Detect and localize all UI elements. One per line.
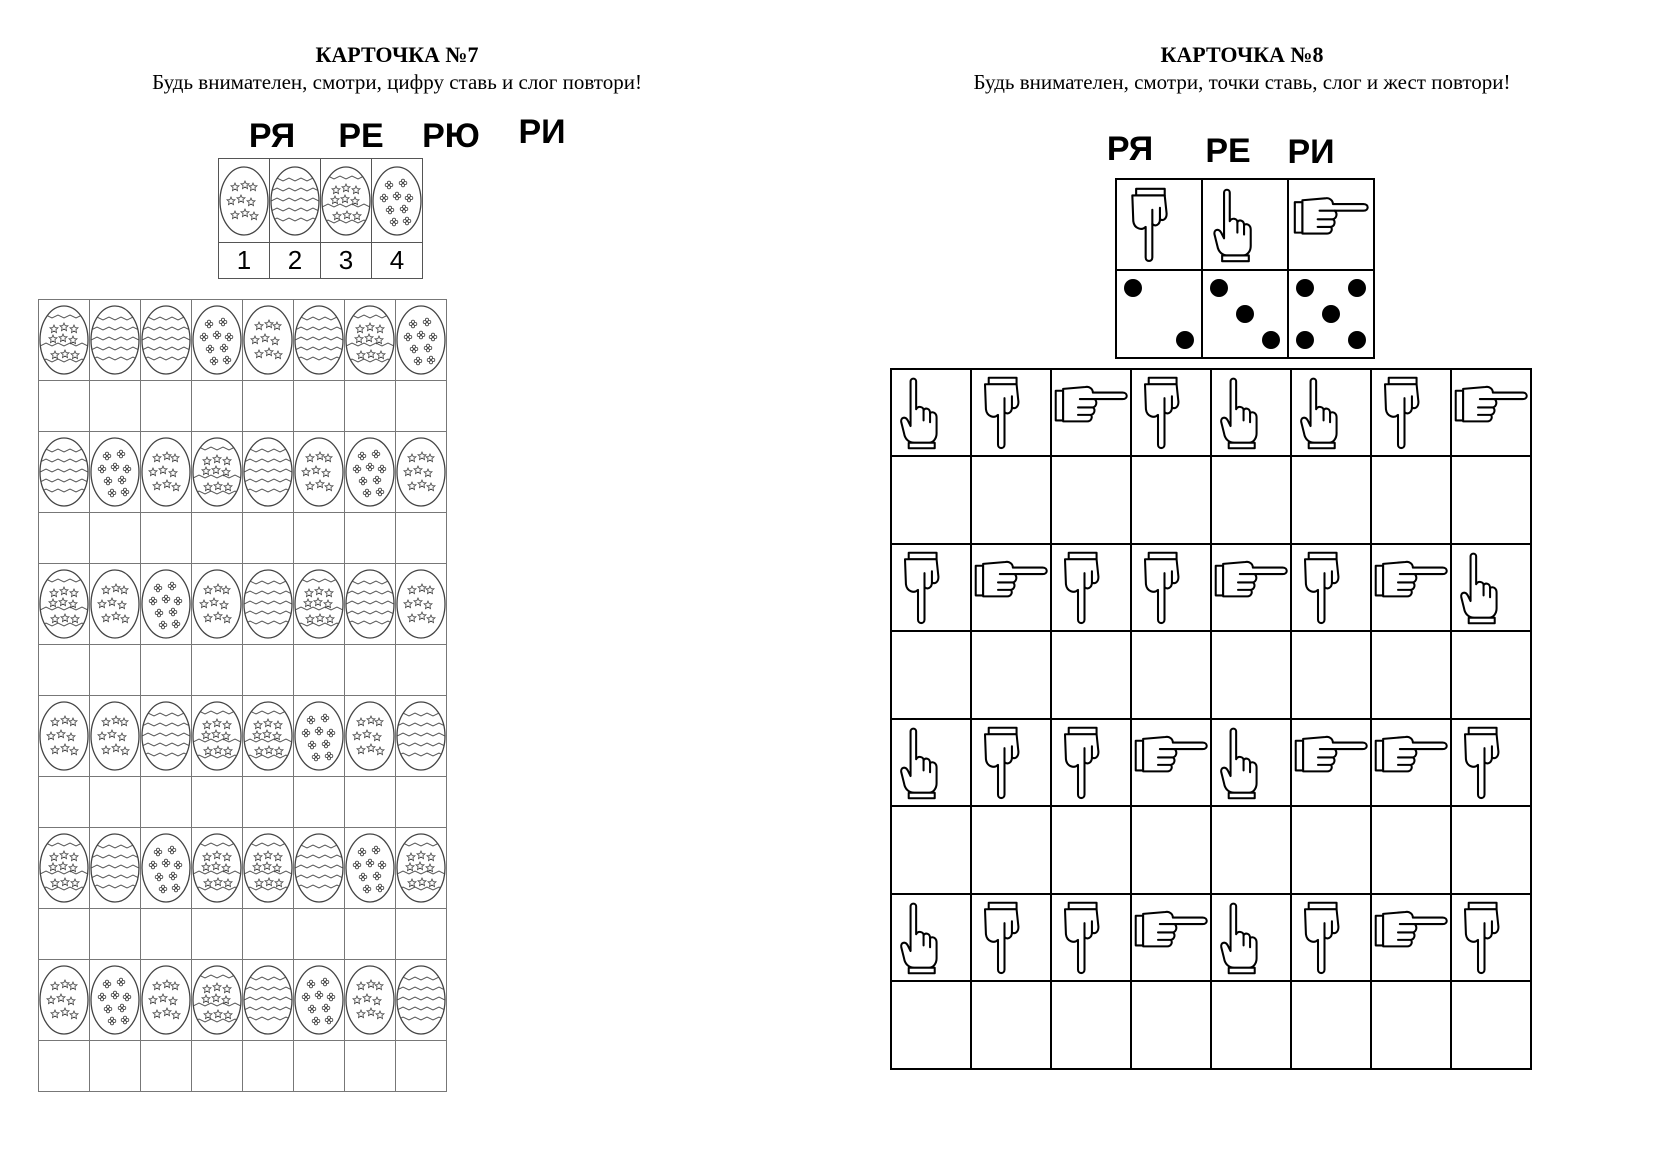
answer-row [39,381,447,432]
hand-point-down-icon [971,369,1051,456]
hand-point-right-icon [1451,369,1531,456]
syllable-ri: РИ [1287,133,1335,171]
egg-stars-icon [294,432,345,513]
egg-zigzag-icon [141,300,192,381]
card-7-key-table [218,158,423,279]
answer-cell[interactable] [192,381,243,432]
answer-cell[interactable] [39,645,90,696]
egg-zigzag-icon [294,300,345,381]
key-dots-5 [1288,270,1374,358]
answer-cell[interactable] [396,777,447,828]
answer-cell[interactable] [243,777,294,828]
egg-flowers-icon [345,828,396,909]
key-egg-zigzag-stars-icon [321,159,372,243]
answer-cell[interactable] [90,513,141,564]
answer-cell[interactable] [294,381,345,432]
card-8-title: КАРТОЧКА №8 [1160,42,1324,67]
answer-cell[interactable] [1291,631,1371,719]
answer-cell[interactable] [345,513,396,564]
answer-row [39,513,447,564]
answer-cell[interactable] [1451,806,1531,894]
egg-stars-icon [345,960,396,1041]
egg-row [39,432,447,513]
hand-point-right-icon [1291,719,1371,806]
answer-cell[interactable] [1131,806,1211,894]
egg-zigzag-stars-icon [396,828,447,909]
answer-cell[interactable] [971,456,1051,544]
egg-stars-icon [141,432,192,513]
egg-zigzag-stars-icon [294,564,345,645]
answer-row [891,981,1531,1069]
hand-point-right-icon [1371,544,1451,631]
answer-cell[interactable] [971,631,1051,719]
answer-cell[interactable] [1371,806,1451,894]
answer-cell[interactable] [1051,631,1131,719]
answer-cell[interactable] [294,645,345,696]
answer-cell[interactable] [1211,806,1291,894]
egg-zigzag-icon [396,696,447,777]
answer-cell[interactable] [1451,631,1531,719]
key-hand-point-down-icon [1116,179,1202,270]
egg-zigzag-icon [345,564,396,645]
egg-stars-icon [345,696,396,777]
gesture-row [891,719,1531,806]
answer-cell[interactable] [1291,806,1371,894]
answer-cell[interactable] [243,909,294,960]
card-7-subtitle: Будь внимателен, смотри, цифру ставь и слог повтори! [152,70,642,94]
egg-stars-icon [396,564,447,645]
answer-cell[interactable] [1051,456,1131,544]
hand-point-up-icon [891,894,971,981]
egg-zigzag-stars-icon [345,300,396,381]
egg-flowers-icon [294,696,345,777]
answer-cell[interactable] [1131,631,1211,719]
hand-point-down-icon [1371,369,1451,456]
answer-cell[interactable] [891,981,971,1069]
egg-stars-icon [90,564,141,645]
syllable-re: РЕ [338,117,384,155]
answer-row [39,909,447,960]
key-dots-2 [1116,270,1202,358]
egg-stars-icon [39,960,90,1041]
answer-cell[interactable] [891,456,971,544]
hand-point-up-icon [1211,719,1291,806]
key-dots-3 [1202,270,1288,358]
answer-cell[interactable] [1371,456,1451,544]
answer-cell[interactable] [891,806,971,894]
syllable-re: РЕ [1205,132,1251,170]
hand-point-right-icon [1131,719,1211,806]
key-egg-stars-icon [219,159,270,243]
hand-point-down-icon [1051,894,1131,981]
egg-flowers-icon [294,960,345,1041]
answer-cell[interactable] [39,513,90,564]
gesture-row [891,369,1531,456]
answer-cell[interactable] [141,909,192,960]
egg-row [39,696,447,777]
egg-zigzag-icon [90,828,141,909]
answer-cell[interactable] [345,909,396,960]
hand-point-down-icon [1051,544,1131,631]
answer-cell[interactable] [294,1041,345,1092]
egg-row [39,300,447,381]
key-number: 2 [270,243,321,279]
answer-cell[interactable] [141,645,192,696]
answer-cell[interactable] [1211,456,1291,544]
hand-point-up-icon [1451,544,1531,631]
egg-zigzag-icon [243,960,294,1041]
answer-cell[interactable] [243,513,294,564]
egg-stars-icon [243,300,294,381]
answer-cell[interactable] [141,1041,192,1092]
answer-cell[interactable] [345,381,396,432]
answer-row [891,631,1531,719]
answer-cell[interactable] [90,1041,141,1092]
key-number: 1 [219,243,270,279]
answer-cell[interactable] [192,1041,243,1092]
answer-cell[interactable] [345,777,396,828]
card-7-egg-grid [38,299,447,1092]
egg-row [39,564,447,645]
card-7-title: КАРТОЧКА №7 [315,42,479,67]
key-hand-point-right-icon [1288,179,1374,270]
answer-cell[interactable] [971,981,1051,1069]
egg-zigzag-icon [90,300,141,381]
egg-zigzag-stars-icon [192,432,243,513]
hand-point-up-icon [891,369,971,456]
answer-cell[interactable] [1451,981,1531,1069]
answer-cell[interactable] [345,645,396,696]
answer-cell[interactable] [39,381,90,432]
egg-flowers-icon [141,564,192,645]
egg-flowers-icon [396,300,447,381]
key-egg-zigzag-icon [270,159,321,243]
answer-cell[interactable] [39,777,90,828]
answer-cell[interactable] [1291,981,1371,1069]
key-number: 3 [321,243,372,279]
answer-cell[interactable] [243,381,294,432]
answer-cell[interactable] [90,777,141,828]
answer-cell[interactable] [1371,981,1451,1069]
hand-point-right-icon [1371,719,1451,806]
answer-row [39,645,447,696]
egg-zigzag-stars-icon [243,828,294,909]
answer-cell[interactable] [1451,456,1531,544]
hand-point-down-icon [971,719,1051,806]
egg-flowers-icon [192,300,243,381]
answer-cell[interactable] [1051,981,1131,1069]
egg-zigzag-stars-icon [243,696,294,777]
answer-cell[interactable] [243,645,294,696]
hand-point-right-icon [1211,544,1291,631]
answer-cell[interactable] [141,777,192,828]
answer-cell[interactable] [1131,456,1211,544]
egg-row [39,960,447,1041]
answer-cell[interactable] [141,381,192,432]
hand-point-up-icon [1211,369,1291,456]
gesture-row [891,894,1531,981]
answer-cell[interactable] [396,381,447,432]
answer-cell[interactable] [192,513,243,564]
answer-cell[interactable] [141,513,192,564]
egg-zigzag-icon [39,432,90,513]
answer-cell[interactable] [396,909,447,960]
answer-cell[interactable] [192,777,243,828]
answer-row [891,806,1531,894]
egg-flowers-icon [345,432,396,513]
answer-cell[interactable] [294,909,345,960]
hand-point-right-icon [1051,369,1131,456]
egg-zigzag-stars-icon [192,696,243,777]
answer-cell[interactable] [1371,631,1451,719]
syllable-ri: РИ [518,113,566,151]
hand-point-up-icon [1211,894,1291,981]
answer-cell[interactable] [1211,631,1291,719]
answer-cell[interactable] [90,381,141,432]
syllable-rya: РЯ [1106,130,1154,168]
card-8-key-table [1115,178,1375,359]
egg-stars-icon [192,564,243,645]
answer-cell[interactable] [396,513,447,564]
answer-cell[interactable] [294,777,345,828]
answer-cell[interactable] [1051,806,1131,894]
answer-cell[interactable] [345,1041,396,1092]
egg-zigzag-stars-icon [39,564,90,645]
egg-zigzag-stars-icon [39,300,90,381]
answer-cell[interactable] [39,909,90,960]
hand-point-down-icon [1291,544,1371,631]
hand-point-down-icon [1451,719,1531,806]
key-egg-flowers-icon [372,159,423,243]
egg-flowers-icon [90,432,141,513]
egg-zigzag-icon [141,696,192,777]
hand-point-down-icon [1051,719,1131,806]
answer-cell[interactable] [39,1041,90,1092]
key-number: 4 [372,243,423,279]
hand-point-up-icon [1291,369,1371,456]
egg-stars-icon [396,432,447,513]
egg-row [39,828,447,909]
answer-cell[interactable] [192,645,243,696]
answer-row [39,777,447,828]
answer-cell[interactable] [294,513,345,564]
gesture-row [891,544,1531,631]
answer-cell[interactable] [396,645,447,696]
egg-zigzag-stars-icon [39,828,90,909]
egg-stars-icon [141,960,192,1041]
answer-cell[interactable] [192,909,243,960]
card-8-gesture-grid [890,368,1532,1070]
key-hand-point-up-icon [1202,179,1288,270]
syllable-rya: РЯ [248,117,296,155]
egg-zigzag-stars-icon [192,960,243,1041]
answer-cell[interactable] [1211,981,1291,1069]
hand-point-down-icon [971,894,1051,981]
egg-zigzag-icon [396,960,447,1041]
hand-point-down-icon [891,544,971,631]
answer-cell[interactable] [1131,981,1211,1069]
egg-zigzag-icon [243,432,294,513]
hand-point-up-icon [891,719,971,806]
hand-point-down-icon [1131,369,1211,456]
answer-cell[interactable] [891,631,971,719]
card-8-subtitle: Будь внимателен, смотри, точки ставь, слог и жест повтори! [973,70,1511,94]
hand-point-down-icon [1131,544,1211,631]
egg-flowers-icon [141,828,192,909]
answer-cell[interactable] [90,909,141,960]
hand-point-down-icon [1451,894,1531,981]
answer-cell[interactable] [971,806,1051,894]
hand-point-right-icon [1371,894,1451,981]
answer-cell[interactable] [396,1041,447,1092]
egg-zigzag-stars-icon [192,828,243,909]
hand-point-right-icon [971,544,1051,631]
hand-point-right-icon [1131,894,1211,981]
egg-zigzag-icon [243,564,294,645]
answer-cell[interactable] [90,645,141,696]
answer-cell[interactable] [1291,456,1371,544]
hand-point-down-icon [1291,894,1371,981]
egg-stars-icon [90,696,141,777]
answer-row [891,456,1531,544]
egg-stars-icon [39,696,90,777]
egg-flowers-icon [90,960,141,1041]
egg-zigzag-icon [294,828,345,909]
syllable-ryu: РЮ [422,117,480,155]
answer-row [39,1041,447,1092]
answer-cell[interactable] [243,1041,294,1092]
